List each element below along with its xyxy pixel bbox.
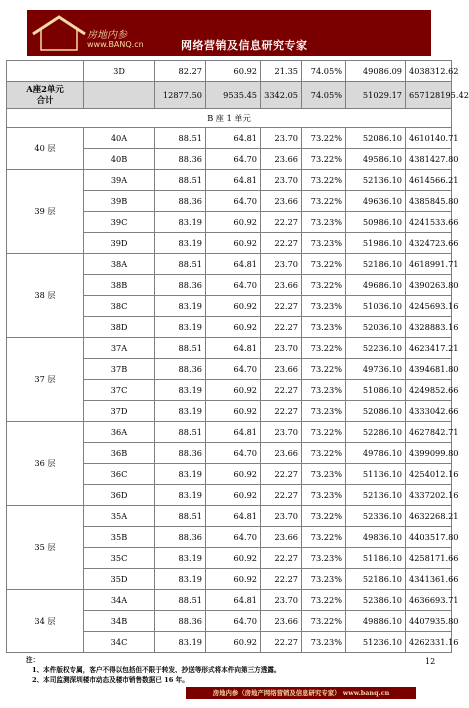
room-cell: 38D <box>84 317 155 338</box>
area-cell: 88.36 <box>155 359 206 380</box>
area-cell: 64.81 <box>206 170 261 191</box>
house-logo-icon <box>29 14 89 52</box>
note-line-2: 2、本司监测深圳楼市动态及楼市销售数据已 16 年。 <box>32 676 189 684</box>
price-cell: 52086.10 <box>346 401 406 422</box>
area-cell: 88.51 <box>155 128 206 149</box>
area-cell: 88.36 <box>155 527 206 548</box>
total-cell: 4636693.71 <box>406 590 452 611</box>
area-cell: 23.70 <box>261 170 302 191</box>
total-cell: 4258171.66 <box>406 548 452 569</box>
area-cell: 23.70 <box>261 254 302 275</box>
area-cell: 22.27 <box>261 569 302 590</box>
area-cell: 60.92 <box>206 464 261 485</box>
header-tagline: 网络营销及信息研究专家 <box>181 39 308 52</box>
price-cell: 52386.10 <box>346 590 406 611</box>
ratio-cell: 73.22% <box>302 359 346 380</box>
ratio-cell: 73.23% <box>302 464 346 485</box>
price-cell: 51086.10 <box>346 380 406 401</box>
total-cell: 4407935.80 <box>406 611 452 632</box>
price-cell: 52186.10 <box>346 254 406 275</box>
subtotal-label: A座2单元 合计 <box>7 82 84 109</box>
total-cell: 4394681.80 <box>406 359 452 380</box>
area-cell: 64.81 <box>206 506 261 527</box>
area-cell: 60.92 <box>206 380 261 401</box>
area-cell: 23.66 <box>261 149 302 170</box>
page-number: 12 <box>425 657 436 666</box>
room-cell: 37B <box>84 359 155 380</box>
ratio-cell: 74.05% <box>302 82 346 109</box>
room-cell: 35D <box>84 569 155 590</box>
header-banner <box>27 10 431 56</box>
area-cell: 23.66 <box>261 191 302 212</box>
table-row <box>7 254 452 275</box>
total-cell: 4262331.16 <box>406 632 452 653</box>
area-cell: 22.27 <box>261 485 302 506</box>
room-cell: 39A <box>84 170 155 191</box>
price-cell: 52136.10 <box>346 485 406 506</box>
room-cell: 36D <box>84 485 155 506</box>
total-cell: 4390263.80 <box>406 275 452 296</box>
ratio-cell: 73.23% <box>302 212 346 233</box>
area-cell: 83.19 <box>155 464 206 485</box>
area-cell: 88.51 <box>155 422 206 443</box>
area-cell: 60.92 <box>206 401 261 422</box>
ratio-cell: 74.05% <box>302 61 346 82</box>
ratio-cell: 73.22% <box>302 443 346 464</box>
room-cell: 40A <box>84 128 155 149</box>
total-cell: 4241533.66 <box>406 212 452 233</box>
room-cell: 39C <box>84 212 155 233</box>
floor-label: 34 层 <box>7 590 84 653</box>
area-cell: 83.19 <box>155 548 206 569</box>
ratio-cell: 73.23% <box>302 317 346 338</box>
price-cell: 49686.10 <box>346 275 406 296</box>
area-cell: 64.70 <box>206 611 261 632</box>
area-cell: 88.36 <box>155 191 206 212</box>
notes-title: 注： <box>26 656 40 664</box>
ratio-cell: 73.23% <box>302 569 346 590</box>
area-cell: 64.81 <box>206 128 261 149</box>
price-cell: 52186.10 <box>346 569 406 590</box>
area-cell: 23.66 <box>261 359 302 380</box>
area-cell: 64.70 <box>206 527 261 548</box>
area-cell: 83.19 <box>155 233 206 254</box>
total-cell: 4245693.16 <box>406 296 452 317</box>
price-cell: 52236.10 <box>346 338 406 359</box>
total-cell: 4337202.16 <box>406 485 452 506</box>
area-cell: 60.92 <box>206 485 261 506</box>
ratio-cell: 73.22% <box>302 338 346 359</box>
room-cell: 38B <box>84 275 155 296</box>
total-cell: 4341361.66 <box>406 569 452 590</box>
room-cell: 37A <box>84 338 155 359</box>
area-cell: 64.81 <box>206 338 261 359</box>
area-cell: 83.19 <box>155 296 206 317</box>
price-cell: 50986.10 <box>346 212 406 233</box>
area-cell: 60.92 <box>206 632 261 653</box>
room-cell: 37C <box>84 380 155 401</box>
area-cell: 83.19 <box>155 632 206 653</box>
area-cell: 22.27 <box>261 212 302 233</box>
ratio-cell: 73.22% <box>302 527 346 548</box>
area-cell: 23.66 <box>261 443 302 464</box>
price-cell: 49836.10 <box>346 527 406 548</box>
total-cell: 4623417.21 <box>406 338 452 359</box>
area-cell: 88.51 <box>155 170 206 191</box>
ratio-cell: 73.22% <box>302 254 346 275</box>
room-cell: 35C <box>84 548 155 569</box>
section-header-row <box>7 109 452 128</box>
room-cell: 40B <box>84 149 155 170</box>
room-cell: 36B <box>84 443 155 464</box>
notes <box>26 655 281 685</box>
area-cell: 9535.45 <box>206 82 261 109</box>
price-cell: 51986.10 <box>346 233 406 254</box>
price-cell: 51136.10 <box>346 464 406 485</box>
floor-label: 38 层 <box>7 254 84 338</box>
room-cell: 38A <box>84 254 155 275</box>
ratio-cell: 73.23% <box>302 485 346 506</box>
area-cell: 23.70 <box>261 128 302 149</box>
ratio-cell: 73.22% <box>302 170 346 191</box>
area-cell: 64.81 <box>206 422 261 443</box>
total-cell: 4610140.71 <box>406 128 452 149</box>
total-cell: 4038312.62 <box>406 61 452 82</box>
total-cell: 4385845.80 <box>406 191 452 212</box>
area-cell: 60.92 <box>206 212 261 233</box>
area-cell: 60.92 <box>206 61 261 82</box>
area-cell: 64.70 <box>206 191 261 212</box>
area-cell: 22.27 <box>261 233 302 254</box>
area-cell: 23.66 <box>261 527 302 548</box>
area-cell: 88.51 <box>155 338 206 359</box>
ratio-cell: 73.22% <box>302 590 346 611</box>
area-cell: 22.27 <box>261 548 302 569</box>
ratio-cell: 73.22% <box>302 506 346 527</box>
table-row <box>7 170 452 191</box>
room-cell: 36A <box>84 422 155 443</box>
table-row <box>7 338 452 359</box>
area-cell: 88.36 <box>155 611 206 632</box>
ratio-cell: 73.23% <box>302 233 346 254</box>
ratio-cell: 73.23% <box>302 401 346 422</box>
area-cell: 22.27 <box>261 317 302 338</box>
area-cell: 64.70 <box>206 149 261 170</box>
area-cell: 83.19 <box>155 401 206 422</box>
subtotal-row <box>7 82 452 109</box>
room-cell: 34A <box>84 590 155 611</box>
area-cell: 23.70 <box>261 506 302 527</box>
area-cell: 64.70 <box>206 443 261 464</box>
room-cell: 35B <box>84 527 155 548</box>
room-cell: 39B <box>84 191 155 212</box>
price-cell: 49636.10 <box>346 191 406 212</box>
table-row <box>7 422 452 443</box>
price-cell: 49086.09 <box>346 61 406 82</box>
area-cell: 64.81 <box>206 254 261 275</box>
total-cell: 657128195.42 <box>406 82 452 109</box>
area-cell: 23.70 <box>261 422 302 443</box>
total-cell: 4632268.21 <box>406 506 452 527</box>
area-cell: 88.51 <box>155 590 206 611</box>
total-cell: 4618991.71 <box>406 254 452 275</box>
area-cell: 88.36 <box>155 275 206 296</box>
price-cell: 49736.10 <box>346 359 406 380</box>
area-cell: 88.36 <box>155 149 206 170</box>
area-cell: 88.51 <box>155 506 206 527</box>
table-row <box>7 128 452 149</box>
ratio-cell: 73.22% <box>302 149 346 170</box>
room-cell: 39D <box>84 233 155 254</box>
ratio-cell: 73.23% <box>302 548 346 569</box>
price-cell: 52286.10 <box>346 422 406 443</box>
area-cell: 60.92 <box>206 233 261 254</box>
logo-url-text: www.BANQ.cn <box>87 40 144 49</box>
area-cell: 12877.50 <box>155 82 206 109</box>
floor-label: 40 层 <box>7 128 84 170</box>
area-cell: 22.27 <box>261 464 302 485</box>
price-cell: 49886.10 <box>346 611 406 632</box>
total-cell: 4627842.71 <box>406 422 452 443</box>
area-cell: 83.19 <box>155 317 206 338</box>
area-cell: 64.81 <box>206 590 261 611</box>
area-cell: 23.70 <box>261 338 302 359</box>
area-cell: 22.27 <box>261 380 302 401</box>
area-cell: 23.66 <box>261 275 302 296</box>
sales-table <box>6 60 469 653</box>
ratio-cell: 73.23% <box>302 296 346 317</box>
total-cell: 4254012.16 <box>406 464 452 485</box>
price-cell: 49786.10 <box>346 443 406 464</box>
footer-banner: 房地内参（房地产网络营销及信息研究专家） www.banq.cn <box>186 687 416 699</box>
area-cell: 64.70 <box>206 275 261 296</box>
price-cell: 52336.10 <box>346 506 406 527</box>
total-cell: 4403517.80 <box>406 527 452 548</box>
ratio-cell: 73.22% <box>302 611 346 632</box>
logo-chinese-text: 房地内参 <box>87 30 127 41</box>
floor-label: 39 层 <box>7 170 84 254</box>
area-cell: 60.92 <box>206 296 261 317</box>
total-cell: 4328883.16 <box>406 317 452 338</box>
room-cell: 35A <box>84 506 155 527</box>
area-cell: 88.51 <box>155 254 206 275</box>
room-cell: 34C <box>84 632 155 653</box>
section-label: B 座 1 单元 <box>7 109 452 128</box>
total-cell: 4614566.21 <box>406 170 452 191</box>
area-cell: 22.27 <box>261 296 302 317</box>
area-cell: 60.92 <box>206 317 261 338</box>
floor-label: 35 层 <box>7 506 84 590</box>
ratio-cell: 73.23% <box>302 632 346 653</box>
room-cell: 38C <box>84 296 155 317</box>
area-cell: 60.92 <box>206 569 261 590</box>
price-cell: 49586.10 <box>346 149 406 170</box>
total-cell: 4399099.80 <box>406 443 452 464</box>
area-cell: 22.27 <box>261 401 302 422</box>
area-cell: 23.66 <box>261 611 302 632</box>
ratio-cell: 73.22% <box>302 191 346 212</box>
area-cell: 64.70 <box>206 359 261 380</box>
floor-label: 36 层 <box>7 422 84 506</box>
room-cell: 34B <box>84 611 155 632</box>
note-line-1: 1、本件版权专属，客户不得以包括但不限于转发、抄送等形式将本件向第三方透露。 <box>32 666 281 674</box>
price-cell: 51186.10 <box>346 548 406 569</box>
room-cell: 3D <box>84 61 155 82</box>
ratio-cell: 73.22% <box>302 422 346 443</box>
area-cell: 83.19 <box>155 212 206 233</box>
price-cell: 51029.17 <box>346 82 406 109</box>
ratio-cell: 73.23% <box>302 380 346 401</box>
area-cell: 60.92 <box>206 548 261 569</box>
area-cell: 83.19 <box>155 380 206 401</box>
table-row <box>7 61 452 82</box>
price-cell: 52086.10 <box>346 128 406 149</box>
total-cell: 4333042.66 <box>406 401 452 422</box>
table-row <box>7 590 452 611</box>
area-cell: 23.70 <box>261 590 302 611</box>
total-cell: 4324723.66 <box>406 233 452 254</box>
ratio-cell: 73.22% <box>302 128 346 149</box>
area-cell: 88.36 <box>155 443 206 464</box>
area-cell: 22.27 <box>261 632 302 653</box>
area-cell: 82.27 <box>155 61 206 82</box>
room-cell: 36C <box>84 464 155 485</box>
total-cell: 4249852.66 <box>406 380 452 401</box>
ratio-cell: 73.22% <box>302 275 346 296</box>
price-cell: 52036.10 <box>346 317 406 338</box>
area-cell: 83.19 <box>155 485 206 506</box>
area-cell: 21.35 <box>261 61 302 82</box>
price-cell: 51236.10 <box>346 632 406 653</box>
table-row <box>7 506 452 527</box>
room-cell: 37D <box>84 401 155 422</box>
floor-label: 37 层 <box>7 338 84 422</box>
area-cell: 3342.05 <box>261 82 302 109</box>
price-cell: 52136.10 <box>346 170 406 191</box>
price-cell: 51036.10 <box>346 296 406 317</box>
total-cell: 4381427.80 <box>406 149 452 170</box>
area-cell: 83.19 <box>155 569 206 590</box>
